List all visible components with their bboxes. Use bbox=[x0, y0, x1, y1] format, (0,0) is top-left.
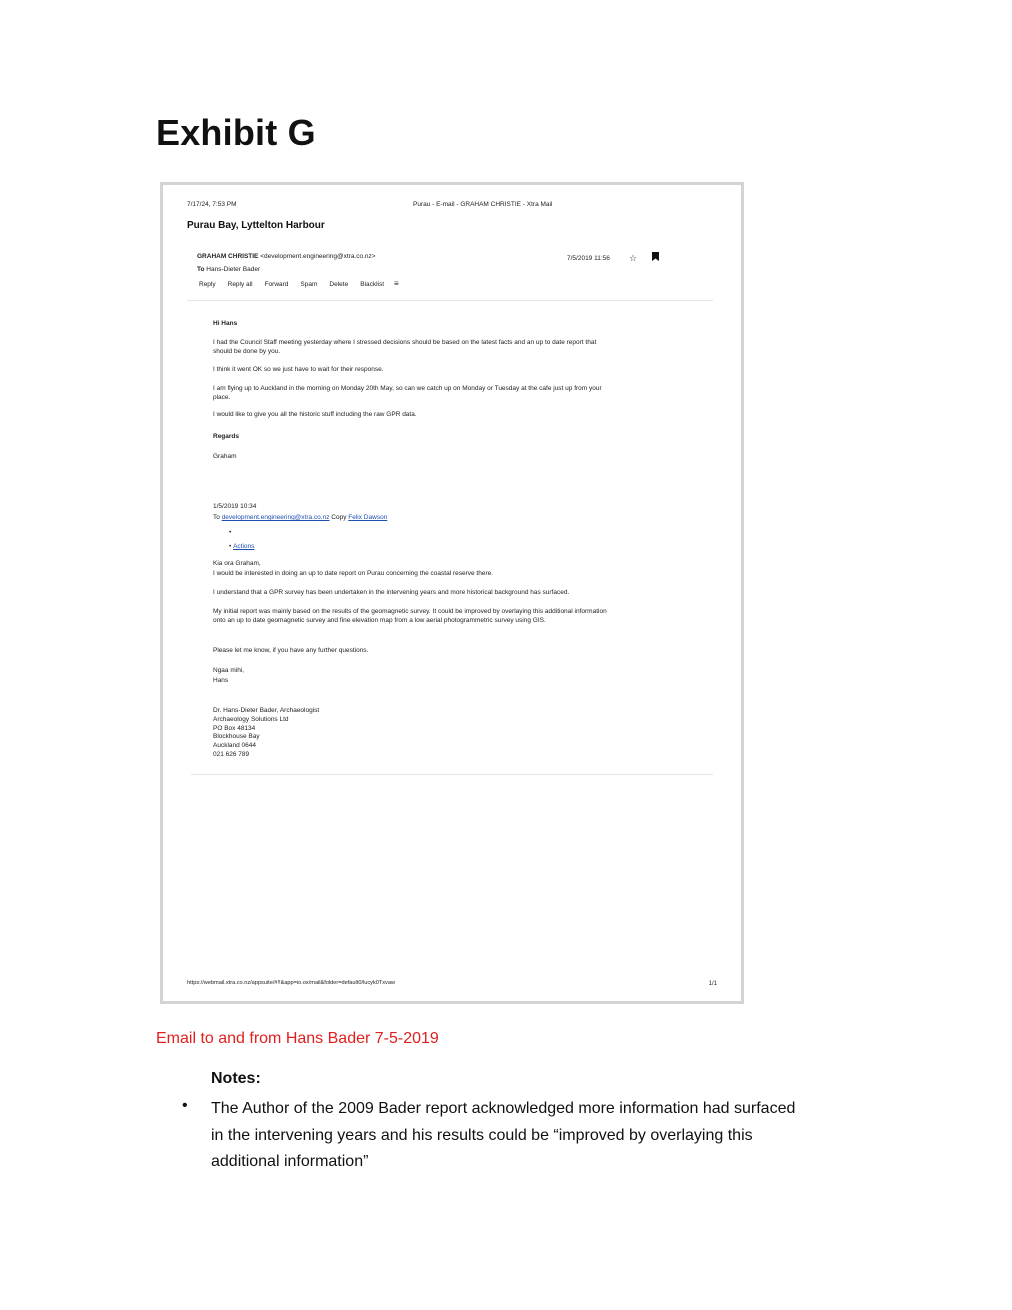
exhibit-title: Exhibit G bbox=[156, 112, 316, 153]
message-actions bbox=[199, 281, 411, 290]
to-label: To bbox=[197, 266, 205, 273]
signature-line: Archaeology Solutions Ltd bbox=[213, 715, 289, 723]
quoted-paragraph: I understand that a GPR survey has been undertaken in the intervening years and more historical background has surfaced. bbox=[213, 589, 570, 596]
note-bullet: • bbox=[182, 1097, 188, 1114]
quoted-closing: Ngaa mihi, bbox=[213, 667, 245, 674]
quoted-greeting: Kia ora Graham, bbox=[213, 560, 261, 567]
signature-line: Blockhouse Bay bbox=[213, 733, 260, 741]
blacklist-button[interactable]: Blacklist bbox=[360, 281, 385, 288]
reply-all-button[interactable]: Reply all bbox=[227, 281, 253, 288]
print-page-title: Purau - E-mail - GRAHAM CHRISTIE - Xtra Mail bbox=[413, 201, 553, 208]
flag-icon[interactable] bbox=[652, 252, 659, 264]
divider bbox=[191, 774, 713, 775]
spam-button[interactable]: Spam bbox=[300, 281, 318, 288]
body-paragraph: I am flying up to Auckland in the morning on Monday 20th May, so can we catch up on Monday or Tuesday at the cafe just up from your place. bbox=[213, 385, 602, 401]
quoted-paragraph: Please let me know, if you have any further questions. bbox=[213, 647, 369, 654]
recipient-row bbox=[197, 266, 260, 275]
actions-link[interactable]: Actions bbox=[233, 543, 255, 550]
signature-line: Auckland 0644 bbox=[213, 742, 257, 750]
quoted-to-link[interactable]: development.engineering@xtra.co.nz bbox=[221, 514, 330, 521]
divider bbox=[187, 300, 713, 301]
email-screenshot bbox=[160, 182, 744, 1004]
email-subject: Purau Bay, Lyttelton Harbour bbox=[187, 220, 325, 231]
quoted-recipients bbox=[213, 514, 613, 523]
quoted-to-label: To bbox=[213, 514, 220, 521]
signoff: Graham bbox=[213, 453, 237, 460]
body-paragraph: I would like to give you all the historic stuff including the raw GPR data. bbox=[213, 411, 417, 418]
forward-button[interactable]: Forward bbox=[264, 281, 289, 288]
signature-line: 021 626 789 bbox=[213, 750, 250, 758]
signature-block bbox=[213, 707, 613, 760]
body-paragraph: I think it went OK so we just have to wait for their response. bbox=[213, 366, 384, 373]
note-item: The Author of the 2009 Bader report acknowledged more information had surfaced in the intervening years and his results could be “improved by overlaying this additional information” bbox=[211, 1100, 796, 1170]
print-datetime: 7/17/24, 7:53 PM bbox=[187, 201, 237, 208]
signature-line: Dr. Hans-Dieter Bader, Archaeologist bbox=[213, 707, 320, 714]
quoted-date: 1/5/2019 10:34 bbox=[213, 503, 257, 510]
bullet-dot: • bbox=[229, 543, 234, 550]
notes-heading: Notes: bbox=[211, 1070, 261, 1087]
signature-line: PO Box 48134 bbox=[213, 724, 256, 732]
sender-name[interactable]: GRAHAM CHRISTIE bbox=[197, 253, 259, 260]
regards: Regards bbox=[213, 433, 240, 440]
delete-button[interactable]: Delete bbox=[329, 281, 349, 288]
quoted-paragraph: My initial report was mainly based on the results of the geomagnetic survey. It could be improved by overlaying this additional information onto an up to date geomagnetic survey and fine elevation map from a low aerial photogrammetric survey using GIS. bbox=[213, 608, 607, 624]
copy-label: Copy bbox=[331, 514, 347, 521]
empty-bullet: • bbox=[229, 529, 232, 536]
exhibit-caption: Email to and from Hans Bader 7-5-2019 bbox=[156, 1030, 439, 1047]
reply-button[interactable]: Reply bbox=[199, 281, 216, 288]
sender-email: <development.engineering@xtra.co.nz> bbox=[260, 253, 376, 260]
quoted-paragraph: I would be interested in doing an up to date report on Purau concerning the coastal reserve there. bbox=[213, 570, 494, 577]
recipient-name[interactable]: Hans-Dieter Bader bbox=[206, 266, 261, 273]
actions-bullet bbox=[229, 543, 254, 552]
sender-row bbox=[197, 253, 376, 262]
menu-icon[interactable]: ≡ bbox=[394, 279, 399, 288]
greeting: Hi Hans bbox=[213, 320, 238, 327]
message-date: 7/5/2019 11:56 bbox=[567, 255, 610, 262]
footer-url: https://webmail.xtra.co.nz/appsuite/#!!&app=io.ox/mail&folder=default0/lucyk0Txvaw bbox=[187, 980, 396, 986]
copy-link[interactable]: Felix Dawson bbox=[348, 514, 388, 521]
star-icon[interactable]: ☆ bbox=[629, 253, 638, 263]
quoted-name: Hans bbox=[213, 677, 229, 684]
footer-page-number: 1/1 bbox=[708, 981, 717, 987]
body-paragraph: I had the Council Staff meeting yesterday where I stressed decisions should be based on the latest facts and an up to date report that should be done by you. bbox=[213, 339, 597, 355]
